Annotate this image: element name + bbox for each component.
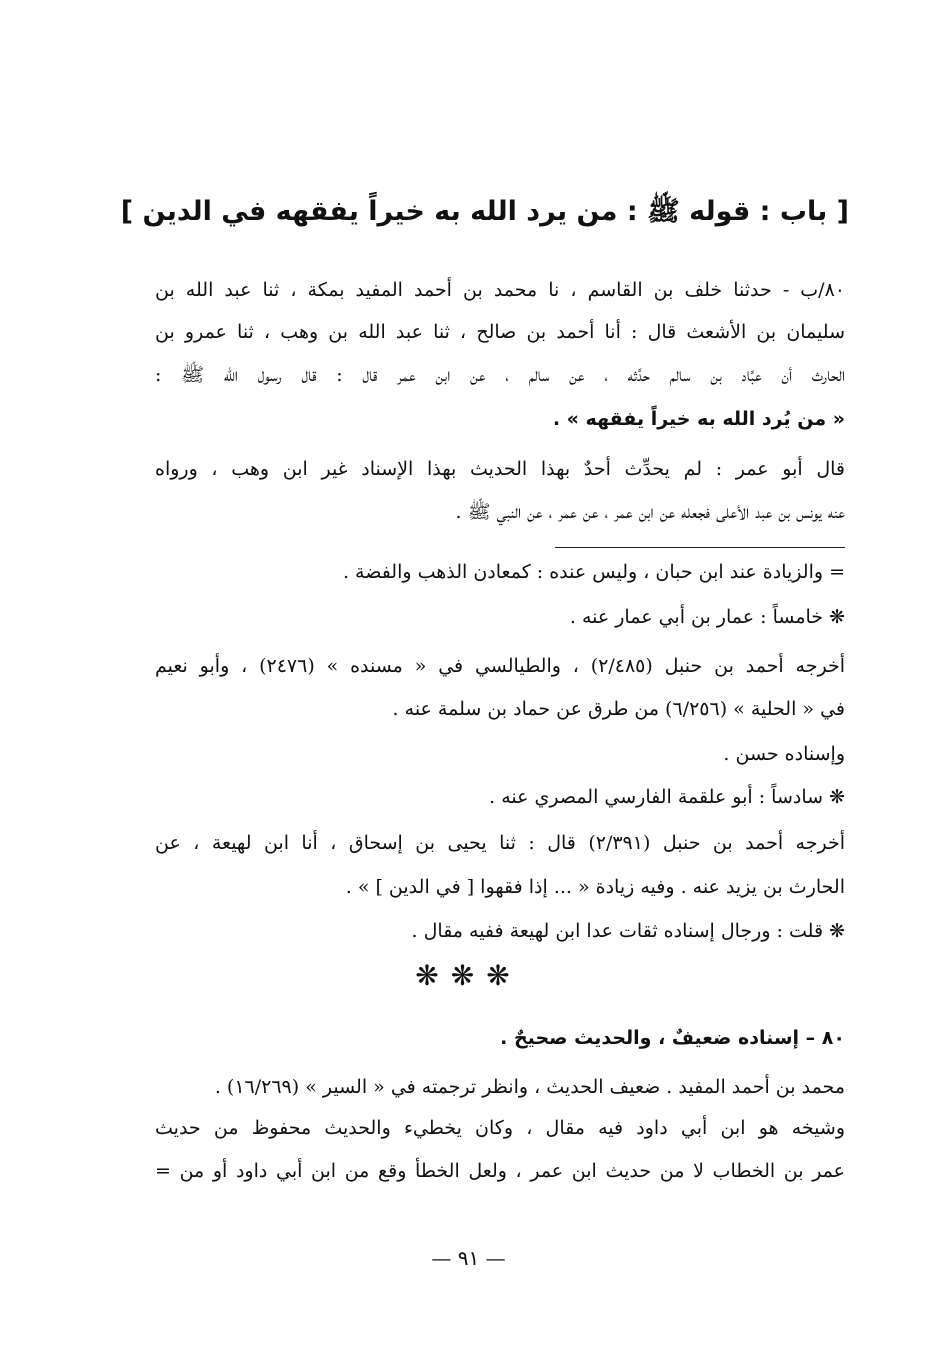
hadith-line-2: سليمان بن الأشعث قال : أنا أحمد بن صالح ، ثنا عبد الله بن وهب ، ثنا عمرو بن [155, 321, 845, 343]
hadith-line-3: الحارث أن عبَّاد بن سالم حدَّثه ، عن سالم ، عن ابن عمر قال : قال رسول الله ﷺ : [155, 364, 845, 386]
footnote-line-11: محمد بن أحمد المفيد . ضعيف الحديث ، وانظر ترجمته في « السير » (١٦/٢٦٩) . [214, 1076, 845, 1098]
footnote-line-9: ❋ قلت : ورجال إسناده ثقات عدا ابن لهيعة ففيه مقال . [411, 920, 845, 942]
page-number: — ٩١ — [431, 1246, 506, 1270]
footnote-line-3: أخرجه أحمد بن حنبل (٢/٤٨٥) ، والطيالسي في « مسنده » (٢٤٧٦) ، وأبو نعيم [155, 655, 845, 677]
footnote-line-8: الحارث بن يزيد عنه . وفيه زيادة « ... إذا فقهوا [ في الدين ] » . [345, 876, 845, 898]
footnote-line-6: ❋ سادساً : أبو علقمة الفارسي المصري عنه . [489, 786, 845, 808]
footnote-line-10: ۸۰ – إسناده ضعيفٌ ، والحديث صحيحٌ . [500, 1027, 845, 1049]
footnote-line-5: وإسناده حسن . [723, 743, 845, 765]
footnote-line-7: أخرجه أحمد بن حنبل (٢/٣٩١) قال : ثنا يحيى بن إسحاق ، أنا ابن لهيعة ، عن [155, 832, 845, 854]
hadith-matn: « من يُرد الله به خيراً يفقهه » . [552, 408, 845, 430]
footnote-line-12: وشيخه هو ابن أبي داود فيه مقال ، وكان يخطيء والحديث محفوظ من حديث [155, 1117, 845, 1139]
commentary-line-2: عنه يونس بن عبد الأعلى فجعله عن ابن عمر ، عن عمر ، عن النبي ﷺ . [455, 501, 845, 523]
footnote-divider [555, 547, 845, 548]
section-separator-stars: ❋❋❋ [415, 959, 522, 992]
footnote-line-4: في « الحلية » (٦/٢٥٦) من طرق عن حماد بن سلمة عنه . [392, 698, 845, 720]
footnote-line-1: = والزيادة عند ابن حبان ، وليس عنده : كمعادن الذهب والفضة . [342, 561, 845, 583]
commentary-line-1: قال أبو عمر : لم يحدِّث أحدٌ بهذا الحديث بهذا الإسناد غير ابن وهب ، ورواه [155, 458, 845, 480]
hadith-line-1: ۸۰/ب - حدثنا خلف بن القاسم ، نا محمد بن أحمد المفيد بمكة ، ثنا عبد الله بن [155, 279, 845, 301]
chapter-heading: [ باب : قوله ﷺ : من يرد الله به خيراً يفقهه في الدين ] [120, 196, 849, 227]
footnote-line-13: عمر بن الخطاب لا من حديث ابن عمر ، ولعل الخطأ وقع من ابن أبي داود أو من = [155, 1160, 845, 1182]
footnote-line-2: ❋ خامساً : عمار بن أبي عمار عنه . [569, 606, 845, 628]
